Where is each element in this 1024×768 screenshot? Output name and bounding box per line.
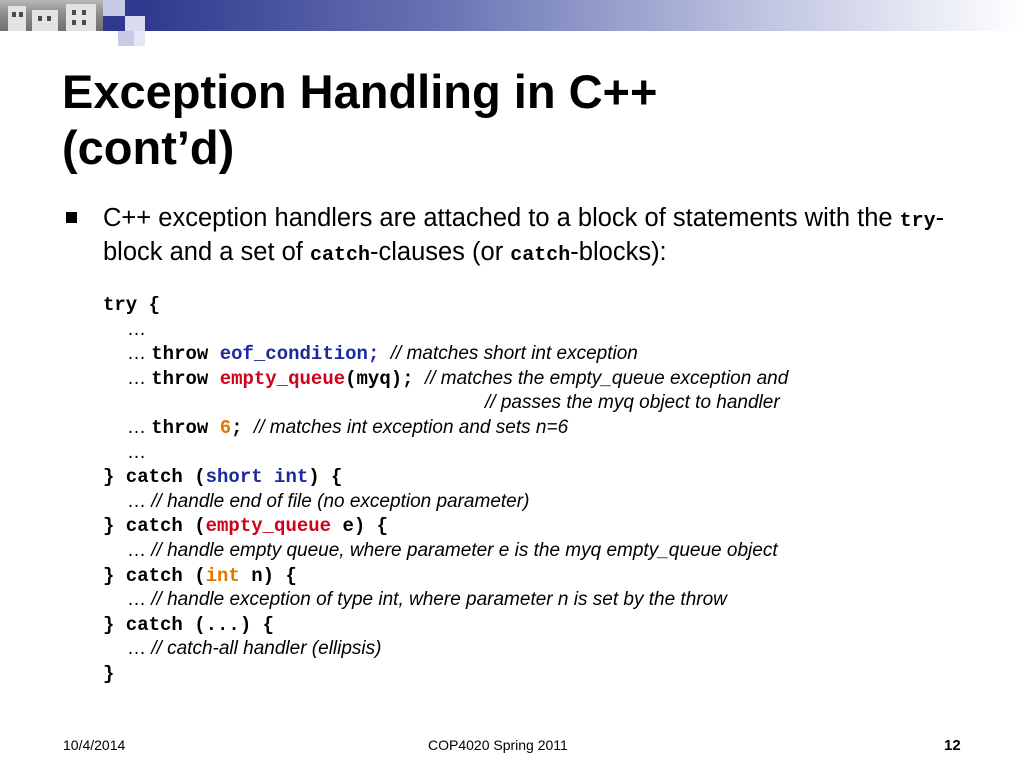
- code-keyword: throw: [151, 416, 220, 439]
- footer-course: COP4020 Spring 2011: [428, 737, 568, 753]
- header-square-decoration: [125, 16, 145, 31]
- slide-title-line2: (cont’d): [62, 121, 235, 174]
- slide-title: [62, 64, 962, 176]
- code-line: [103, 564, 1003, 589]
- code-line: }: [103, 662, 115, 685]
- code-keyword: throw: [151, 343, 220, 366]
- code-literal: 6: [219, 416, 232, 439]
- code-comment: // passes the myq object to handler: [485, 392, 780, 414]
- code-line: …: [127, 318, 146, 340]
- ellipsis: …: [127, 589, 152, 611]
- bullet-text-part: C++ exception handlers are attached to a block of statements with the: [103, 204, 900, 232]
- bullet-text-part: -clauses (or: [369, 238, 511, 266]
- code-punct: ;: [367, 343, 391, 366]
- code-line: try {: [103, 294, 161, 316]
- code-line: [103, 490, 1003, 515]
- code-comment: // handle empty queue, where parameter e is the myq empty_queue object: [151, 539, 778, 561]
- code-identifier: eof_condition: [219, 343, 368, 366]
- keyword-try: try: [899, 210, 936, 233]
- bullet-square-icon: [66, 212, 77, 223]
- code-type: empty_queue: [205, 515, 332, 538]
- header-square-decoration: [125, 0, 145, 16]
- header-square-decoration: [134, 31, 145, 46]
- code-line: [103, 342, 1003, 367]
- code-argument: (myq);: [345, 367, 425, 390]
- code-comment: // matches int exception and sets n=6: [253, 416, 569, 438]
- ellipsis: …: [127, 638, 152, 660]
- code-punct: ;: [231, 416, 254, 439]
- code-line: [103, 588, 1003, 613]
- code-text: e) {: [331, 515, 389, 538]
- header-square-decoration: [118, 31, 134, 46]
- code-line: …: [127, 441, 146, 463]
- code-line: [103, 637, 1003, 662]
- code-text: ) {: [308, 466, 343, 489]
- keyword-catch: catch: [309, 244, 370, 267]
- ellipsis: …: [127, 416, 152, 438]
- code-comment: // matches short int exception: [390, 343, 638, 365]
- bullet-text: [103, 203, 983, 271]
- code-line: [103, 465, 1003, 490]
- ellipsis: …: [127, 367, 152, 389]
- code-comment: // handle exception of type int, where parameter n is set by the throw: [151, 589, 727, 611]
- code-identifier: empty_queue: [219, 367, 346, 390]
- code-text: } catch (: [103, 515, 206, 538]
- code-comment: // matches the empty_queue exception and: [424, 367, 789, 389]
- code-text: n) {: [239, 564, 297, 587]
- ellipsis: …: [127, 343, 152, 365]
- keyword-catch: catch: [510, 244, 571, 267]
- code-line: } catch (...) {: [103, 613, 275, 636]
- header-square-decoration: [103, 16, 125, 31]
- ellipsis: …: [127, 490, 152, 512]
- code-comment: // handle end of file (no exception parameter): [151, 490, 530, 512]
- bullet-text-part: -blocks):: [570, 238, 667, 266]
- code-type: int: [205, 564, 240, 587]
- code-line: [103, 539, 1003, 564]
- code-comment: // catch-all handler (ellipsis): [151, 638, 382, 660]
- footer-date: 10/4/2014: [63, 737, 126, 753]
- code-example: [103, 293, 1003, 687]
- ellipsis: …: [127, 539, 152, 561]
- slide-title-line1: Exception Handling in C++: [62, 65, 658, 118]
- header-building-photo: [0, 0, 103, 31]
- bullet-text-part: -block and a set of: [103, 204, 945, 266]
- code-type: short int: [205, 466, 309, 489]
- code-text: } catch (: [103, 564, 206, 587]
- code-text: } catch (: [103, 466, 206, 489]
- page-number: 12: [944, 737, 961, 754]
- code-line: [103, 367, 1003, 392]
- code-keyword: throw: [151, 367, 220, 390]
- code-line: [103, 391, 1003, 416]
- code-line: [103, 416, 1003, 441]
- header-gradient-bar: [145, 0, 1024, 31]
- header-square-decoration: [103, 0, 125, 16]
- code-line: [103, 514, 1003, 539]
